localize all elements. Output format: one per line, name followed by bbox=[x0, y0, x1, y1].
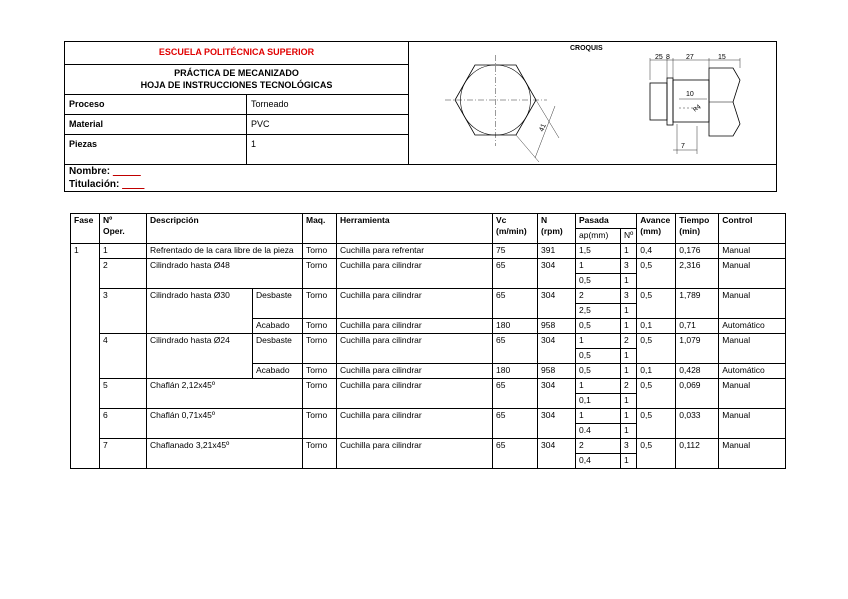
col-avance: Avance (mm) bbox=[637, 214, 676, 244]
cell-rpm: 391 bbox=[538, 244, 576, 259]
cell-fase: 1 bbox=[71, 244, 100, 469]
col-control: Control bbox=[719, 214, 786, 244]
cell-ap: 1 bbox=[576, 259, 621, 274]
cell-pasada-num: 1 bbox=[621, 304, 637, 319]
cell-avance: 0,1 bbox=[637, 319, 676, 334]
header-block bbox=[64, 41, 777, 192]
cell-oper-num: 6 bbox=[100, 409, 147, 439]
nombre-label: Nombre: bbox=[69, 166, 111, 177]
table-row bbox=[71, 439, 786, 454]
col-tiempo: Tiempo (min) bbox=[676, 214, 719, 244]
title-row bbox=[65, 65, 408, 95]
cell-control: Automático bbox=[719, 364, 786, 379]
cell-pasada-num: 1 bbox=[621, 274, 637, 289]
cell-herramienta: Cuchilla para cilindrar bbox=[337, 334, 493, 364]
table-row bbox=[71, 334, 786, 349]
cell-ap: 1 bbox=[576, 334, 621, 349]
cell-maq: Torno bbox=[303, 379, 337, 409]
cell-ap: 0,5 bbox=[576, 319, 621, 334]
cell-oper-num: 5 bbox=[100, 379, 147, 409]
cell-vc: 65 bbox=[493, 259, 538, 289]
dim-25: 25 bbox=[655, 54, 663, 61]
school-row bbox=[65, 42, 408, 65]
dim-r: R4 bbox=[692, 104, 703, 114]
cell-tiempo: 0,176 bbox=[676, 244, 719, 259]
cell-control: Manual bbox=[719, 409, 786, 439]
cell-descripcion: Refrentado de la cara libre de la pieza bbox=[147, 244, 303, 259]
material-label: Material bbox=[69, 119, 104, 129]
cell-vc: 180 bbox=[493, 364, 538, 379]
cell-subtype: Acabado bbox=[253, 364, 303, 379]
dim-15: 15 bbox=[718, 54, 726, 61]
col-descripcion: Descripción bbox=[147, 214, 303, 244]
cell-oper-num: 2 bbox=[100, 259, 147, 289]
dim-7: 7 bbox=[681, 143, 685, 150]
titulacion-row bbox=[69, 179, 144, 190]
material-value: PVC bbox=[251, 119, 270, 129]
cell-ap: 2,5 bbox=[576, 304, 621, 319]
col-vc: Vc (m/min) bbox=[493, 214, 538, 244]
col-n: N (rpm) bbox=[538, 214, 576, 244]
col-maq: Maq. bbox=[303, 214, 337, 244]
header-left bbox=[65, 42, 409, 165]
cell-oper-num: 1 bbox=[100, 244, 147, 259]
cell-tiempo: 2,316 bbox=[676, 259, 719, 289]
cell-pasada-num: 1 bbox=[621, 349, 637, 364]
school-name: ESCUELA POLITÉCNICA SUPERIOR bbox=[158, 47, 315, 57]
cell-rpm: 304 bbox=[538, 439, 576, 469]
cell-maq: Torno bbox=[303, 439, 337, 469]
cell-vc: 180 bbox=[493, 319, 538, 334]
cell-avance: 0,5 bbox=[637, 439, 676, 469]
nombre-row bbox=[69, 166, 141, 177]
col-fase: Fase bbox=[71, 214, 100, 244]
col-pasada: Pasada bbox=[576, 214, 637, 229]
cell-pasada-num: 2 bbox=[621, 379, 637, 394]
proceso-value: Torneado bbox=[251, 99, 289, 109]
cell-vc: 65 bbox=[493, 334, 538, 364]
piezas-value: 1 bbox=[251, 139, 257, 149]
cell-avance: 0,4 bbox=[637, 244, 676, 259]
cell-avance: 0,5 bbox=[637, 259, 676, 289]
cell-rpm: 304 bbox=[538, 334, 576, 364]
title-line2: HOJA DE INSTRUCCIONES TECNOLÓGICAS bbox=[140, 80, 333, 90]
cell-vc: 65 bbox=[493, 409, 538, 439]
cell-ap: 0.4 bbox=[576, 424, 621, 439]
croquis-label: CROQUIS bbox=[570, 45, 603, 52]
cell-herramienta: Cuchilla para cilindrar bbox=[337, 409, 493, 439]
piezas-row bbox=[65, 135, 408, 164]
cell-control: Manual bbox=[719, 439, 786, 469]
cell-maq: Torno bbox=[303, 259, 337, 289]
side-view-step1 bbox=[650, 83, 667, 120]
cell-descripcion: Chaflán 0,71x45º bbox=[147, 409, 303, 439]
cell-avance: 0,1 bbox=[637, 364, 676, 379]
cell-herramienta: Cuchilla para cilindrar bbox=[337, 319, 493, 334]
cell-descripcion: Cilindrado hasta Ø30 bbox=[147, 289, 253, 334]
cell-avance: 0,5 bbox=[637, 379, 676, 409]
cell-subtype: Desbaste bbox=[253, 289, 303, 319]
cell-descripcion: Chaflanado 3,21x45º bbox=[147, 439, 303, 469]
cell-herramienta: Cuchilla para cilindrar bbox=[337, 259, 493, 289]
cell-ap: 0,4 bbox=[576, 454, 621, 469]
cell-tiempo: 0,112 bbox=[676, 439, 719, 469]
cell-ap: 2 bbox=[576, 439, 621, 454]
cell-avance: 0,5 bbox=[637, 289, 676, 319]
table-row bbox=[71, 244, 786, 259]
table-row bbox=[71, 409, 786, 424]
piezas-label: Piezas bbox=[69, 139, 98, 149]
col-herramienta: Herramienta bbox=[337, 214, 493, 244]
cell-pasada-num: 1 bbox=[621, 409, 637, 424]
table-header-row bbox=[71, 214, 786, 229]
cell-tiempo: 1,789 bbox=[676, 289, 719, 319]
cell-ap: 1 bbox=[576, 409, 621, 424]
cell-ap: 1 bbox=[576, 379, 621, 394]
cell-avance: 0,5 bbox=[637, 334, 676, 364]
part-sketch bbox=[435, 50, 775, 162]
cell-maq: Torno bbox=[303, 319, 337, 334]
cell-maq: Torno bbox=[303, 244, 337, 259]
cell-herramienta: Cuchilla para refrentar bbox=[337, 244, 493, 259]
cell-pasada-num: 1 bbox=[621, 394, 637, 409]
cell-maq: Torno bbox=[303, 334, 337, 364]
cell-herramienta: Cuchilla para cilindrar bbox=[337, 364, 493, 379]
operations-table bbox=[70, 213, 786, 469]
cell-subtype: Desbaste bbox=[253, 334, 303, 364]
cell-rpm: 304 bbox=[538, 379, 576, 409]
cell-control: Manual bbox=[719, 334, 786, 364]
cell-vc: 75 bbox=[493, 244, 538, 259]
cell-pasada-num: 1 bbox=[621, 319, 637, 334]
cell-pasada-num: 1 bbox=[621, 244, 637, 259]
cell-control: Manual bbox=[719, 289, 786, 319]
dim-10: 10 bbox=[686, 91, 694, 98]
cell-oper-num: 4 bbox=[100, 334, 147, 379]
cell-rpm: 304 bbox=[538, 409, 576, 439]
cell-control: Manual bbox=[719, 259, 786, 289]
cell-tiempo: 0,069 bbox=[676, 379, 719, 409]
cell-maq: Torno bbox=[303, 409, 337, 439]
cell-ap: 0,5 bbox=[576, 274, 621, 289]
cell-maq: Torno bbox=[303, 364, 337, 379]
cell-ap: 2 bbox=[576, 289, 621, 304]
cell-pasada-num: 3 bbox=[621, 439, 637, 454]
cell-vc: 65 bbox=[493, 379, 538, 409]
cell-tiempo: 1,079 bbox=[676, 334, 719, 364]
dim-27: 27 bbox=[686, 54, 694, 61]
cell-pasada-num: 3 bbox=[621, 259, 637, 274]
table-row bbox=[71, 289, 786, 304]
cell-control: Manual bbox=[719, 244, 786, 259]
cell-ap: 0,5 bbox=[576, 364, 621, 379]
table-row bbox=[71, 259, 786, 274]
cell-control: Manual bbox=[719, 379, 786, 409]
cell-tiempo: 0,71 bbox=[676, 319, 719, 334]
title-line1: PRÁCTICA DE MECANIZADO bbox=[174, 68, 299, 78]
cell-herramienta: Cuchilla para cilindrar bbox=[337, 379, 493, 409]
cell-descripcion: Chaflán 2,12x45º bbox=[147, 379, 303, 409]
cell-vc: 65 bbox=[493, 289, 538, 319]
col-oper: Nº Oper. bbox=[100, 214, 147, 244]
cell-pasada-num: 1 bbox=[621, 364, 637, 379]
cell-rpm: 958 bbox=[538, 319, 576, 334]
proceso-row bbox=[65, 95, 408, 115]
titulacion-value[interactable]: ____ bbox=[122, 179, 145, 190]
titulacion-label: Titulación: bbox=[69, 179, 120, 190]
cell-pasada-num: 2 bbox=[621, 334, 637, 349]
cell-rpm: 304 bbox=[538, 289, 576, 319]
material-row bbox=[65, 115, 408, 135]
table-row bbox=[71, 379, 786, 394]
cell-maq: Torno bbox=[303, 289, 337, 319]
proceso-label: Proceso bbox=[69, 99, 105, 109]
cell-oper-num: 3 bbox=[100, 289, 147, 334]
cell-tiempo: 0,428 bbox=[676, 364, 719, 379]
cell-tiempo: 0,033 bbox=[676, 409, 719, 439]
dim-41: 41 bbox=[538, 122, 548, 133]
cell-ap: 1,5 bbox=[576, 244, 621, 259]
cell-pasada-num: 1 bbox=[621, 454, 637, 469]
cell-pasada-num: 3 bbox=[621, 289, 637, 304]
col-ap: ap(mm) bbox=[576, 229, 621, 244]
col-num: Nº bbox=[621, 229, 637, 244]
cell-rpm: 304 bbox=[538, 259, 576, 289]
cell-rpm: 958 bbox=[538, 364, 576, 379]
cell-descripcion: Cilindrado hasta Ø24 bbox=[147, 334, 253, 379]
cell-vc: 65 bbox=[493, 439, 538, 469]
cell-herramienta: Cuchilla para cilindrar bbox=[337, 289, 493, 319]
cell-avance: 0,5 bbox=[637, 409, 676, 439]
cell-oper-num: 7 bbox=[100, 439, 147, 469]
cell-ap: 0,1 bbox=[576, 394, 621, 409]
cell-control: Automático bbox=[719, 319, 786, 334]
dim-8: 8 bbox=[666, 54, 670, 61]
nombre-value[interactable]: _____ bbox=[112, 166, 141, 177]
cell-ap: 0,5 bbox=[576, 349, 621, 364]
cell-pasada-num: 1 bbox=[621, 424, 637, 439]
cell-descripcion: Cilindrado hasta Ø48 bbox=[147, 259, 303, 289]
cell-subtype: Acabado bbox=[253, 319, 303, 334]
cell-herramienta: Cuchilla para cilindrar bbox=[337, 439, 493, 469]
